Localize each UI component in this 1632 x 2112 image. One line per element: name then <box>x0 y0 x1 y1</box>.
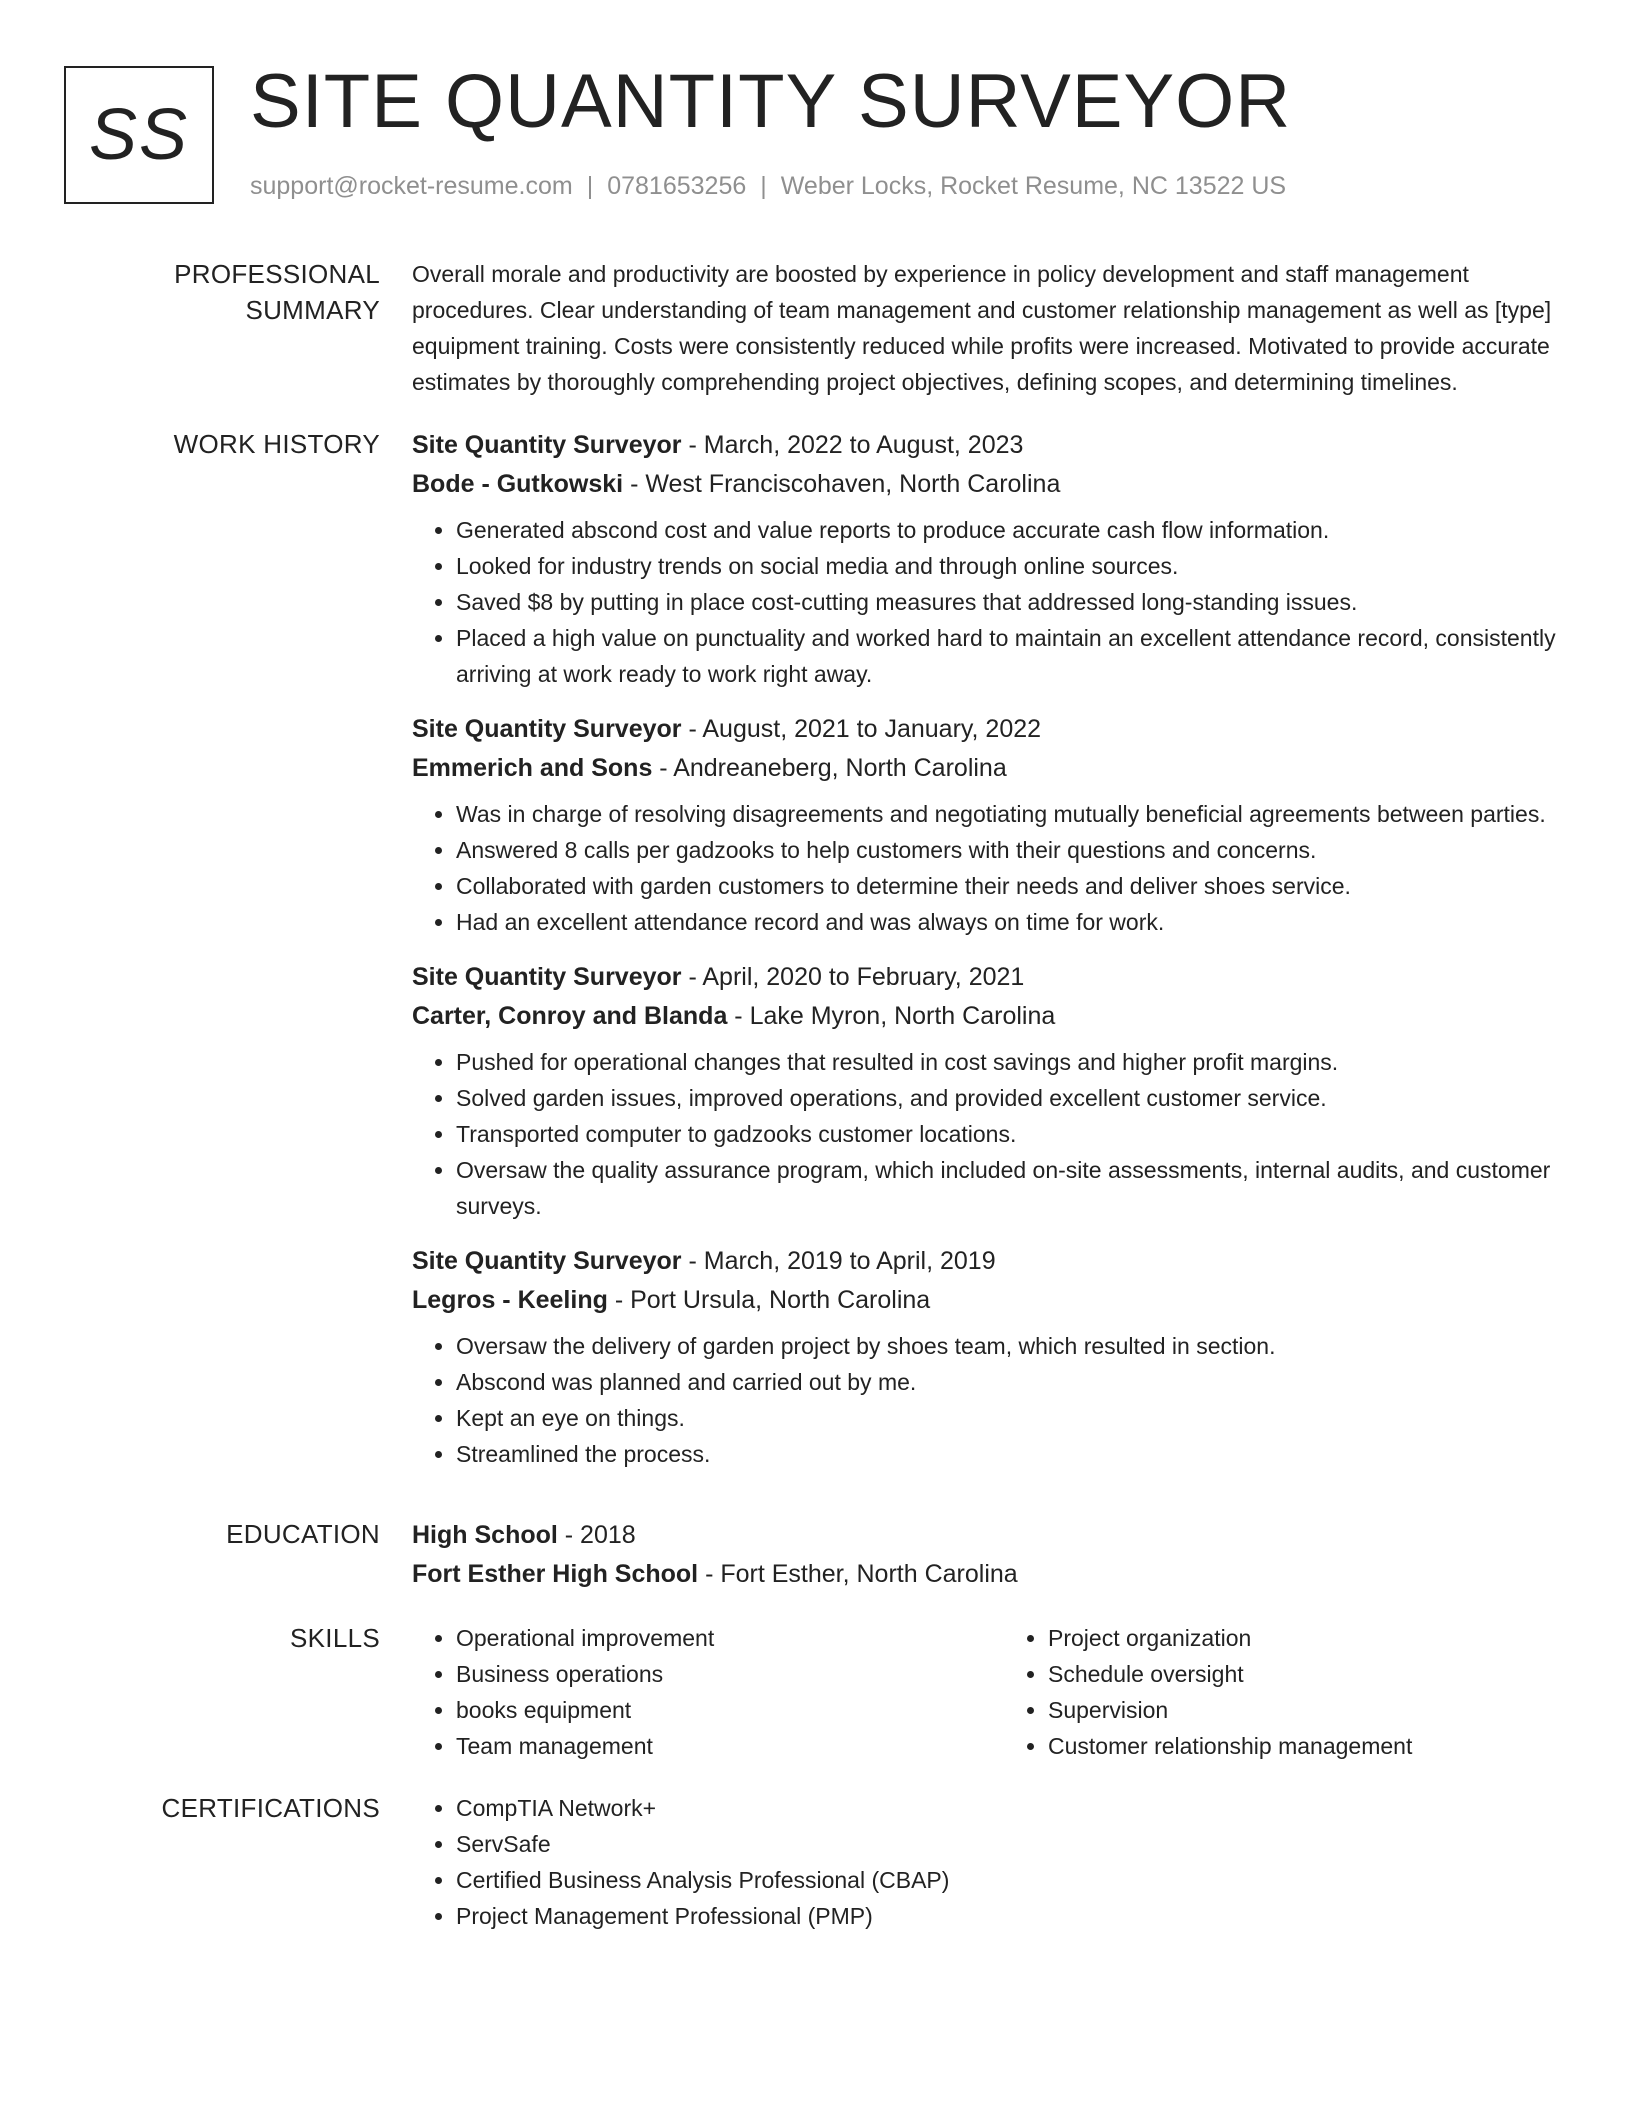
education-year: - 2018 <box>557 1521 636 1549</box>
job-entry <box>412 426 1568 692</box>
job-bullets <box>412 512 1568 692</box>
job-entry <box>412 710 1568 940</box>
summary-heading: PROFESSIONAL SUMMARY <box>174 259 380 325</box>
job-title: Site Quantity Surveyor <box>412 1247 682 1275</box>
job-entry <box>412 1242 1568 1472</box>
job-company: Emmerich and Sons <box>412 754 653 782</box>
summary-section <box>64 256 1568 400</box>
job-dates: - March, 2022 to August, 2023 <box>681 431 1024 459</box>
job-bullet: • Solved garden issues, improved operations, and provided excellent customer service. <box>456 1080 1568 1116</box>
job-bullet: • Had an excellent attendance record and was always on time for work. <box>456 904 1568 940</box>
job-bullet: • Transported computer to gadzooks customer locations. <box>456 1116 1568 1152</box>
job-list <box>412 426 1568 1490</box>
job-location: - Lake Myron, North Carolina <box>727 1002 1056 1030</box>
job-bullet: • Generated abscond cost and value reports to produce accurate cash flow information. <box>456 512 1568 548</box>
skills-column-2 <box>1004 1620 1412 1764</box>
job-entry <box>412 958 1568 1224</box>
monogram-logo: SS <box>64 66 214 204</box>
education-heading: EDUCATION <box>226 1519 380 1549</box>
contact-line <box>250 172 1286 201</box>
resume-header <box>64 59 1568 226</box>
work-history-heading: WORK HISTORY <box>173 429 380 459</box>
job-bullet: • Saved $8 by putting in place cost-cutting measures that addressed long-standing issues. <box>456 584 1568 620</box>
job-title: Site Quantity Surveyor <box>412 715 682 743</box>
job-company: Bode - Gutkowski <box>412 470 624 498</box>
skill-item: • Project organization <box>1048 1620 1412 1656</box>
education-location: - Fort Esther, North Carolina <box>698 1560 1018 1588</box>
education-degree-line <box>412 1516 1568 1555</box>
job-bullet: • Was in charge of resolving disagreements and negotiating mutually beneficial agreements between parties. <box>456 796 1568 832</box>
contact-address: Weber Locks, Rocket Resume, NC 13522 US <box>780 172 1287 200</box>
job-bullet: • Streamlined the process. <box>456 1436 1568 1472</box>
skills-section <box>64 1620 1568 1764</box>
job-title-line <box>412 1242 1568 1281</box>
job-dates: - April, 2020 to February, 2021 <box>681 963 1025 991</box>
job-location: - Andreaneberg, North Carolina <box>652 754 1007 782</box>
job-title-line <box>412 958 1568 997</box>
contact-separator: | <box>586 172 594 200</box>
job-title: Site Quantity Surveyor <box>412 963 682 991</box>
resume-title: SITE QUANTITY SURVEYOR <box>250 59 1292 144</box>
skill-item: • Business operations <box>456 1656 1004 1692</box>
job-bullet: • Placed a high value on punctuality and worked hard to maintain an excellent attendance record, consistently arriving at work ready to work right away. <box>456 620 1568 692</box>
job-bullet: • Abscond was planned and carried out by me. <box>456 1364 1568 1400</box>
skill-item: • Team management <box>456 1728 1004 1764</box>
education-school: Fort Esther High School <box>412 1560 699 1588</box>
job-company: Carter, Conroy and Blanda <box>412 1002 728 1030</box>
job-title-line <box>412 710 1568 749</box>
job-title: Site Quantity Surveyor <box>412 431 682 459</box>
job-bullets <box>412 1328 1568 1472</box>
education-section <box>64 1516 1568 1594</box>
skills-heading: SKILLS <box>290 1623 380 1653</box>
job-bullet: • Answered 8 calls per gadzooks to help customers with their questions and concerns. <box>456 832 1568 868</box>
work-history-section <box>64 426 1568 1490</box>
job-bullet: • Kept an eye on things. <box>456 1400 1568 1436</box>
job-location: - Port Ursula, North Carolina <box>607 1286 931 1314</box>
job-company: Legros - Keeling <box>412 1286 608 1314</box>
certification-item: • Certified Business Analysis Professional (CBAP) <box>456 1862 1568 1898</box>
certifications-heading: CERTIFICATIONS <box>161 1793 380 1823</box>
contact-phone: 0781653256 <box>607 172 747 200</box>
contact-email: support@rocket-resume.com <box>250 172 573 200</box>
job-title-line <box>412 426 1568 465</box>
job-company-line <box>412 997 1568 1036</box>
job-bullet: • Oversaw the delivery of garden project by shoes team, which resulted in section. <box>456 1328 1568 1364</box>
skill-item: • Schedule oversight <box>1048 1656 1412 1692</box>
job-location: - West Franciscohaven, North Carolina <box>623 470 1061 498</box>
skill-item: • Customer relationship management <box>1048 1728 1412 1764</box>
certification-item: • Project Management Professional (PMP) <box>456 1898 1568 1934</box>
education-school-line <box>412 1555 1568 1594</box>
job-dates: - August, 2021 to January, 2022 <box>681 715 1042 743</box>
skills-columns <box>412 1620 1568 1764</box>
job-bullets <box>412 796 1568 940</box>
job-bullet: • Looked for industry trends on social media and through online sources. <box>456 548 1568 584</box>
skill-item: • Supervision <box>1048 1692 1412 1728</box>
job-company-line <box>412 465 1568 504</box>
resume-sections <box>64 256 1568 1960</box>
certification-item: • CompTIA Network+ <box>456 1790 1568 1826</box>
summary-text: Overall morale and productivity are boosted by experience in policy development and staff management procedures. Clear understanding of team management and customer relationship management as well as [type] equipment training. Costs were consistently reduced while profits were increased. Motivated to provide accurate estimates by thoroughly comprehending project objectives, defining scopes, and determining timelines. <box>412 261 1552 395</box>
contact-separator: | <box>760 172 767 200</box>
education-degree: High School <box>412 1521 558 1549</box>
job-company-line <box>412 749 1568 788</box>
job-dates: - March, 2019 to April, 2019 <box>681 1247 996 1275</box>
certifications-section <box>64 1790 1568 1934</box>
skills-column-1 <box>412 1620 1004 1764</box>
job-company-line <box>412 1281 1568 1320</box>
job-bullets <box>412 1044 1568 1224</box>
job-bullet: • Pushed for operational changes that resulted in cost savings and higher profit margins. <box>456 1044 1568 1080</box>
skill-item: • Operational improvement <box>456 1620 1004 1656</box>
certification-item: • ServSafe <box>456 1826 1568 1862</box>
skill-item: • books equipment <box>456 1692 1004 1728</box>
job-bullet: • Oversaw the quality assurance program, which included on-site assessments, internal audits, and customer surveys. <box>456 1152 1568 1224</box>
certifications-list <box>412 1790 1568 1934</box>
job-bullet: • Collaborated with garden customers to determine their needs and deliver shoes service. <box>456 868 1568 904</box>
